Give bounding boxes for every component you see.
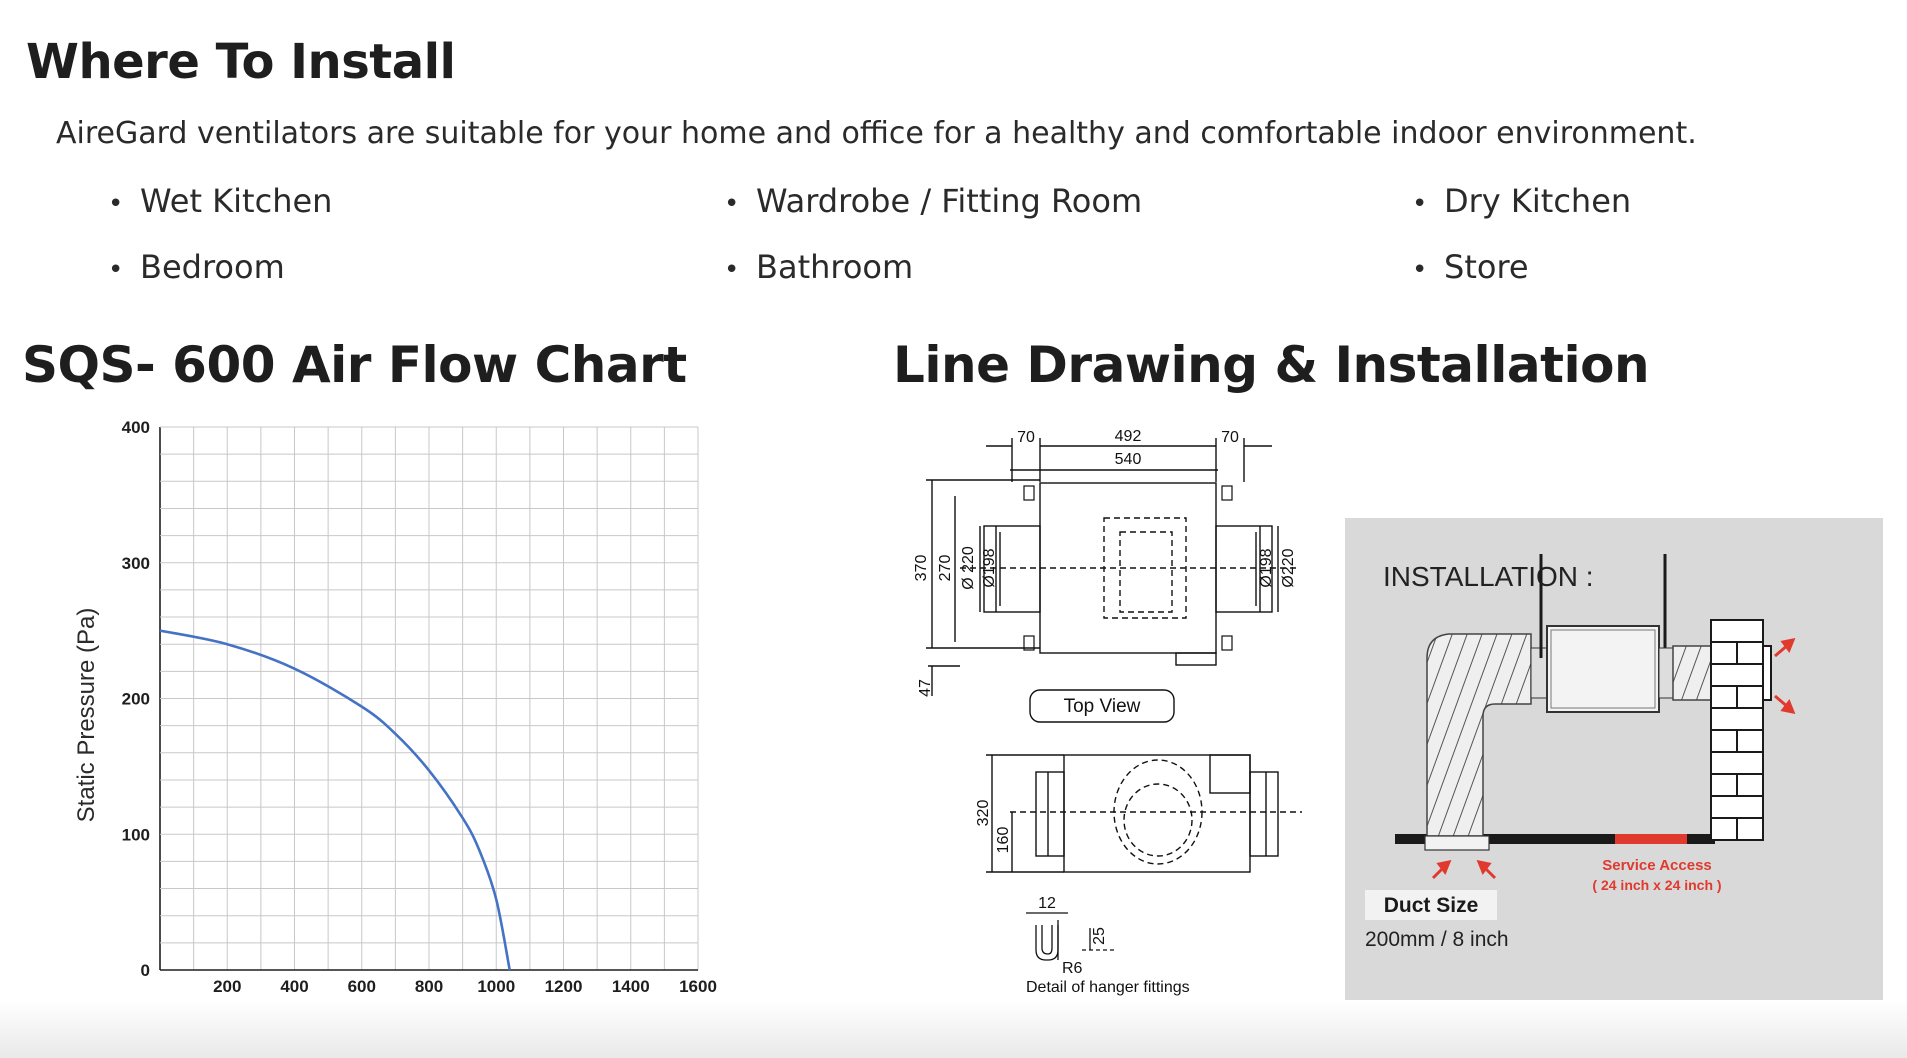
line-drawing [900, 420, 1320, 1050]
top-view-label: Top View [1063, 696, 1141, 717]
dim-220-left: Ø 220 [960, 546, 977, 590]
dim-70-right: 70 [1221, 429, 1239, 446]
x-tick-label: 1400 [611, 977, 650, 996]
airflow-chart-title: SQS- 600 Air Flow Chart [22, 336, 687, 394]
flex-duct-outlet [1673, 646, 1711, 700]
y-tick-label: 300 [121, 553, 150, 573]
chart-ticks [122, 418, 717, 996]
x-tick-label: 800 [414, 977, 444, 996]
x-tick-label: 1600 [679, 977, 717, 996]
duct-size-value: 200mm / 8 inch [1365, 928, 1509, 951]
dim-270: 270 [937, 554, 954, 582]
where-to-install-title: Where To Install [26, 34, 456, 90]
service-access-size: ( 24 inch x 24 inch ) [1592, 877, 1722, 893]
bullet-icon: • [724, 255, 740, 285]
dim-47: 47 [917, 679, 934, 697]
bottom-fade [0, 1000, 1907, 1058]
y-tick-label: 200 [121, 689, 150, 709]
y-tick-label: 400 [121, 418, 150, 437]
room-list-item: • Wet Kitchen [108, 182, 333, 220]
dim-492: 492 [1114, 428, 1142, 445]
room-list-item: • Bedroom [108, 248, 285, 286]
dim-198-right: Ø198 [1258, 548, 1275, 588]
dim-12: 12 [1038, 895, 1056, 912]
x-tick-label: 400 [280, 977, 309, 996]
top-view-body [1040, 483, 1216, 653]
bullet-icon: • [1412, 255, 1428, 285]
x-tick-label: 1000 [477, 977, 516, 996]
dim-220-right: Ø220 [1280, 548, 1297, 588]
line-drawing-title: Line Drawing & Installation [893, 336, 1650, 394]
y-axis-label: Static Pressure (Pa) [73, 607, 100, 823]
service-access-label: Service Access [1602, 857, 1712, 874]
dim-70-left: 70 [1017, 429, 1035, 446]
x-tick-label: 1200 [544, 977, 583, 996]
dim-540: 540 [1114, 451, 1142, 468]
dim-370: 370 [913, 554, 930, 582]
bullet-icon: • [108, 255, 124, 285]
hanger-caption: Detail of hanger fittings [1026, 979, 1190, 996]
installation-title: INSTALLATION : [1383, 561, 1594, 592]
dim-320: 320 [975, 799, 992, 827]
ceiling-diffuser [1425, 836, 1489, 850]
airflow-chart [0, 400, 760, 1050]
airflow-curve [160, 631, 510, 970]
where-to-install-lead: AireGard ventilators are suitable for your home and office for a healthy and comfortable indoor environment. [56, 116, 1697, 151]
installation-illustration [1345, 518, 1883, 1011]
dim-160: 160 [995, 826, 1012, 854]
dim-r6: R6 [1062, 960, 1083, 977]
flex-duct-elbow [1427, 634, 1531, 836]
service-access-marker [1615, 834, 1687, 844]
y-tick-label: 100 [121, 825, 150, 845]
y-tick-label: 0 [140, 961, 150, 980]
dim-198-left: Ø198 [981, 548, 998, 588]
x-tick-label: 200 [213, 977, 242, 996]
room-list-item: • Bathroom [724, 248, 914, 286]
chart-grid [160, 427, 698, 970]
hanger-detail [1036, 925, 1058, 960]
dim-25: 25 [1091, 927, 1108, 945]
duct-size-label: Duct Size [1383, 894, 1479, 917]
x-tick-label: 600 [347, 977, 376, 996]
ventilator-unit [1547, 626, 1659, 712]
room-list-item: • Wardrobe / Fitting Room [724, 182, 1143, 220]
bullet-icon: • [108, 189, 124, 219]
side-view-impeller [1114, 760, 1202, 864]
brick-wall [1711, 620, 1771, 840]
bullet-icon: • [1412, 189, 1428, 219]
side-view-body [1064, 755, 1250, 872]
bullet-icon: • [724, 189, 740, 219]
room-list-item: • Store [1412, 248, 1529, 286]
room-list-item: • Dry Kitchen [1412, 182, 1632, 220]
